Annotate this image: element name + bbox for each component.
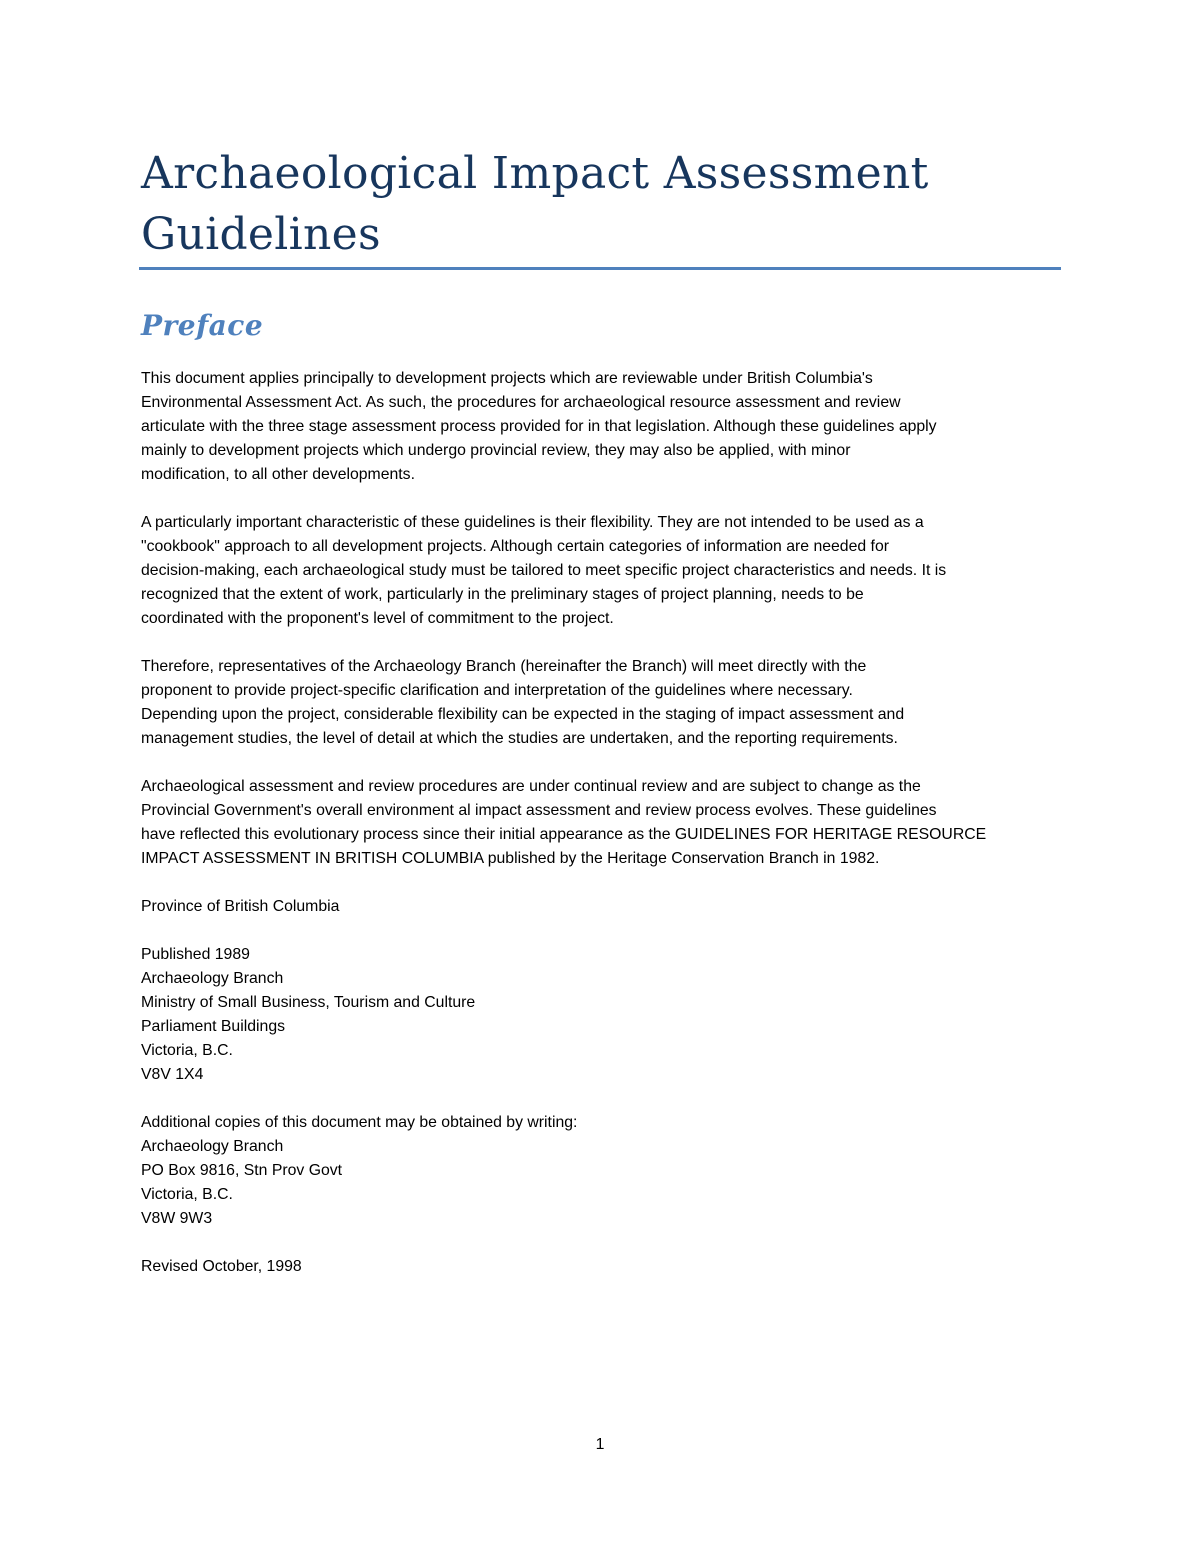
text-line: Parliament Buildings	[141, 1018, 286, 1035]
page-number: 1	[595, 1436, 605, 1453]
text-line: "cookbook" approach to all development projects. Although certain categories of information are needed for	[141, 538, 889, 555]
text-line: Archaeology Branch	[141, 1138, 284, 1155]
text-line: mainly to development projects which undergo provincial review, they may also be applied, with minor	[141, 442, 851, 459]
text-line: have reflected this evolutionary process since their initial appearance as the GUIDELINES FOR HERITAGE RESOURCE	[141, 826, 987, 843]
title-line: Archaeological Impact Assessment	[141, 148, 929, 199]
paragraph-scope	[141, 367, 1061, 487]
text-line: Published 1989	[141, 946, 250, 963]
text-line: V8V 1X4	[141, 1066, 204, 1083]
paragraph-representatives	[141, 655, 1061, 751]
text-line: Revised October, 1998	[141, 1258, 302, 1275]
text-line: Additional copies of this document may be obtained by writing:	[141, 1114, 578, 1131]
text-line: modification, to all other developments.	[141, 466, 415, 483]
title-underline	[139, 267, 1061, 270]
text-line: A particularly important characteristic of these guidelines is their flexibility. They are not intended to be used as a	[141, 514, 924, 531]
text-line: V8W 9W3	[141, 1210, 213, 1227]
text-line: PO Box 9816, Stn Prov Govt	[141, 1162, 343, 1179]
text-line: Archaeology Branch	[141, 970, 284, 987]
text-line: Victoria, B.C.	[141, 1186, 233, 1203]
text-line: articulate with the three stage assessment process provided for in that legislation. Although these guidelines apply	[141, 418, 937, 435]
section-heading-preface: Preface	[141, 309, 264, 342]
paragraph-review-procedures	[141, 775, 1061, 871]
text-line: Depending upon the project, considerable flexibility can be expected in the staging of impact assessment and	[141, 706, 905, 723]
revision-date	[141, 1255, 1061, 1279]
title-line: Guidelines	[141, 209, 381, 260]
text-line: Environmental Assessment Act. As such, the procedures for archaeological resource assessment and review	[141, 394, 901, 411]
text-line: decision-making, each archaeological study must be tailored to meet specific project characteristics and needs. It is	[141, 562, 947, 579]
document-title	[141, 143, 1061, 265]
text-line: Provincial Government's overall environment al impact assessment and review process evolves. These guidelines	[141, 802, 937, 819]
text-line: Ministry of Small Business, Tourism and Culture	[141, 994, 476, 1011]
text-line: Province of British Columbia	[141, 898, 340, 915]
paragraph-province	[141, 895, 1061, 919]
text-line: Therefore, representatives of the Archaeology Branch (hereinafter the Branch) will meet directly with the	[141, 658, 867, 675]
text-line: IMPACT ASSESSMENT IN BRITISH COLUMBIA published by the Heritage Conservation Branch in 1982.	[141, 850, 880, 867]
copies-address	[141, 1111, 1061, 1231]
text-line: coordinated with the proponent's level of commitment to the project.	[141, 610, 614, 627]
paragraph-flexibility	[141, 511, 1061, 631]
text-line: management studies, the level of detail at which the studies are undertaken, and the reporting requirements.	[141, 730, 898, 747]
text-line: recognized that the extent of work, particularly in the preliminary stages of project planning, needs to be	[141, 586, 864, 603]
text-line: Victoria, B.C.	[141, 1042, 233, 1059]
text-line: Archaeological assessment and review procedures are under continual review and are subject to change as the	[141, 778, 921, 795]
text-line: proponent to provide project-specific clarification and interpretation of the guidelines where necessary.	[141, 682, 853, 699]
publication-address	[141, 943, 1061, 1087]
text-line: This document applies principally to development projects which are reviewable under British Columbia's	[141, 370, 873, 387]
preface-body	[141, 367, 1061, 1303]
